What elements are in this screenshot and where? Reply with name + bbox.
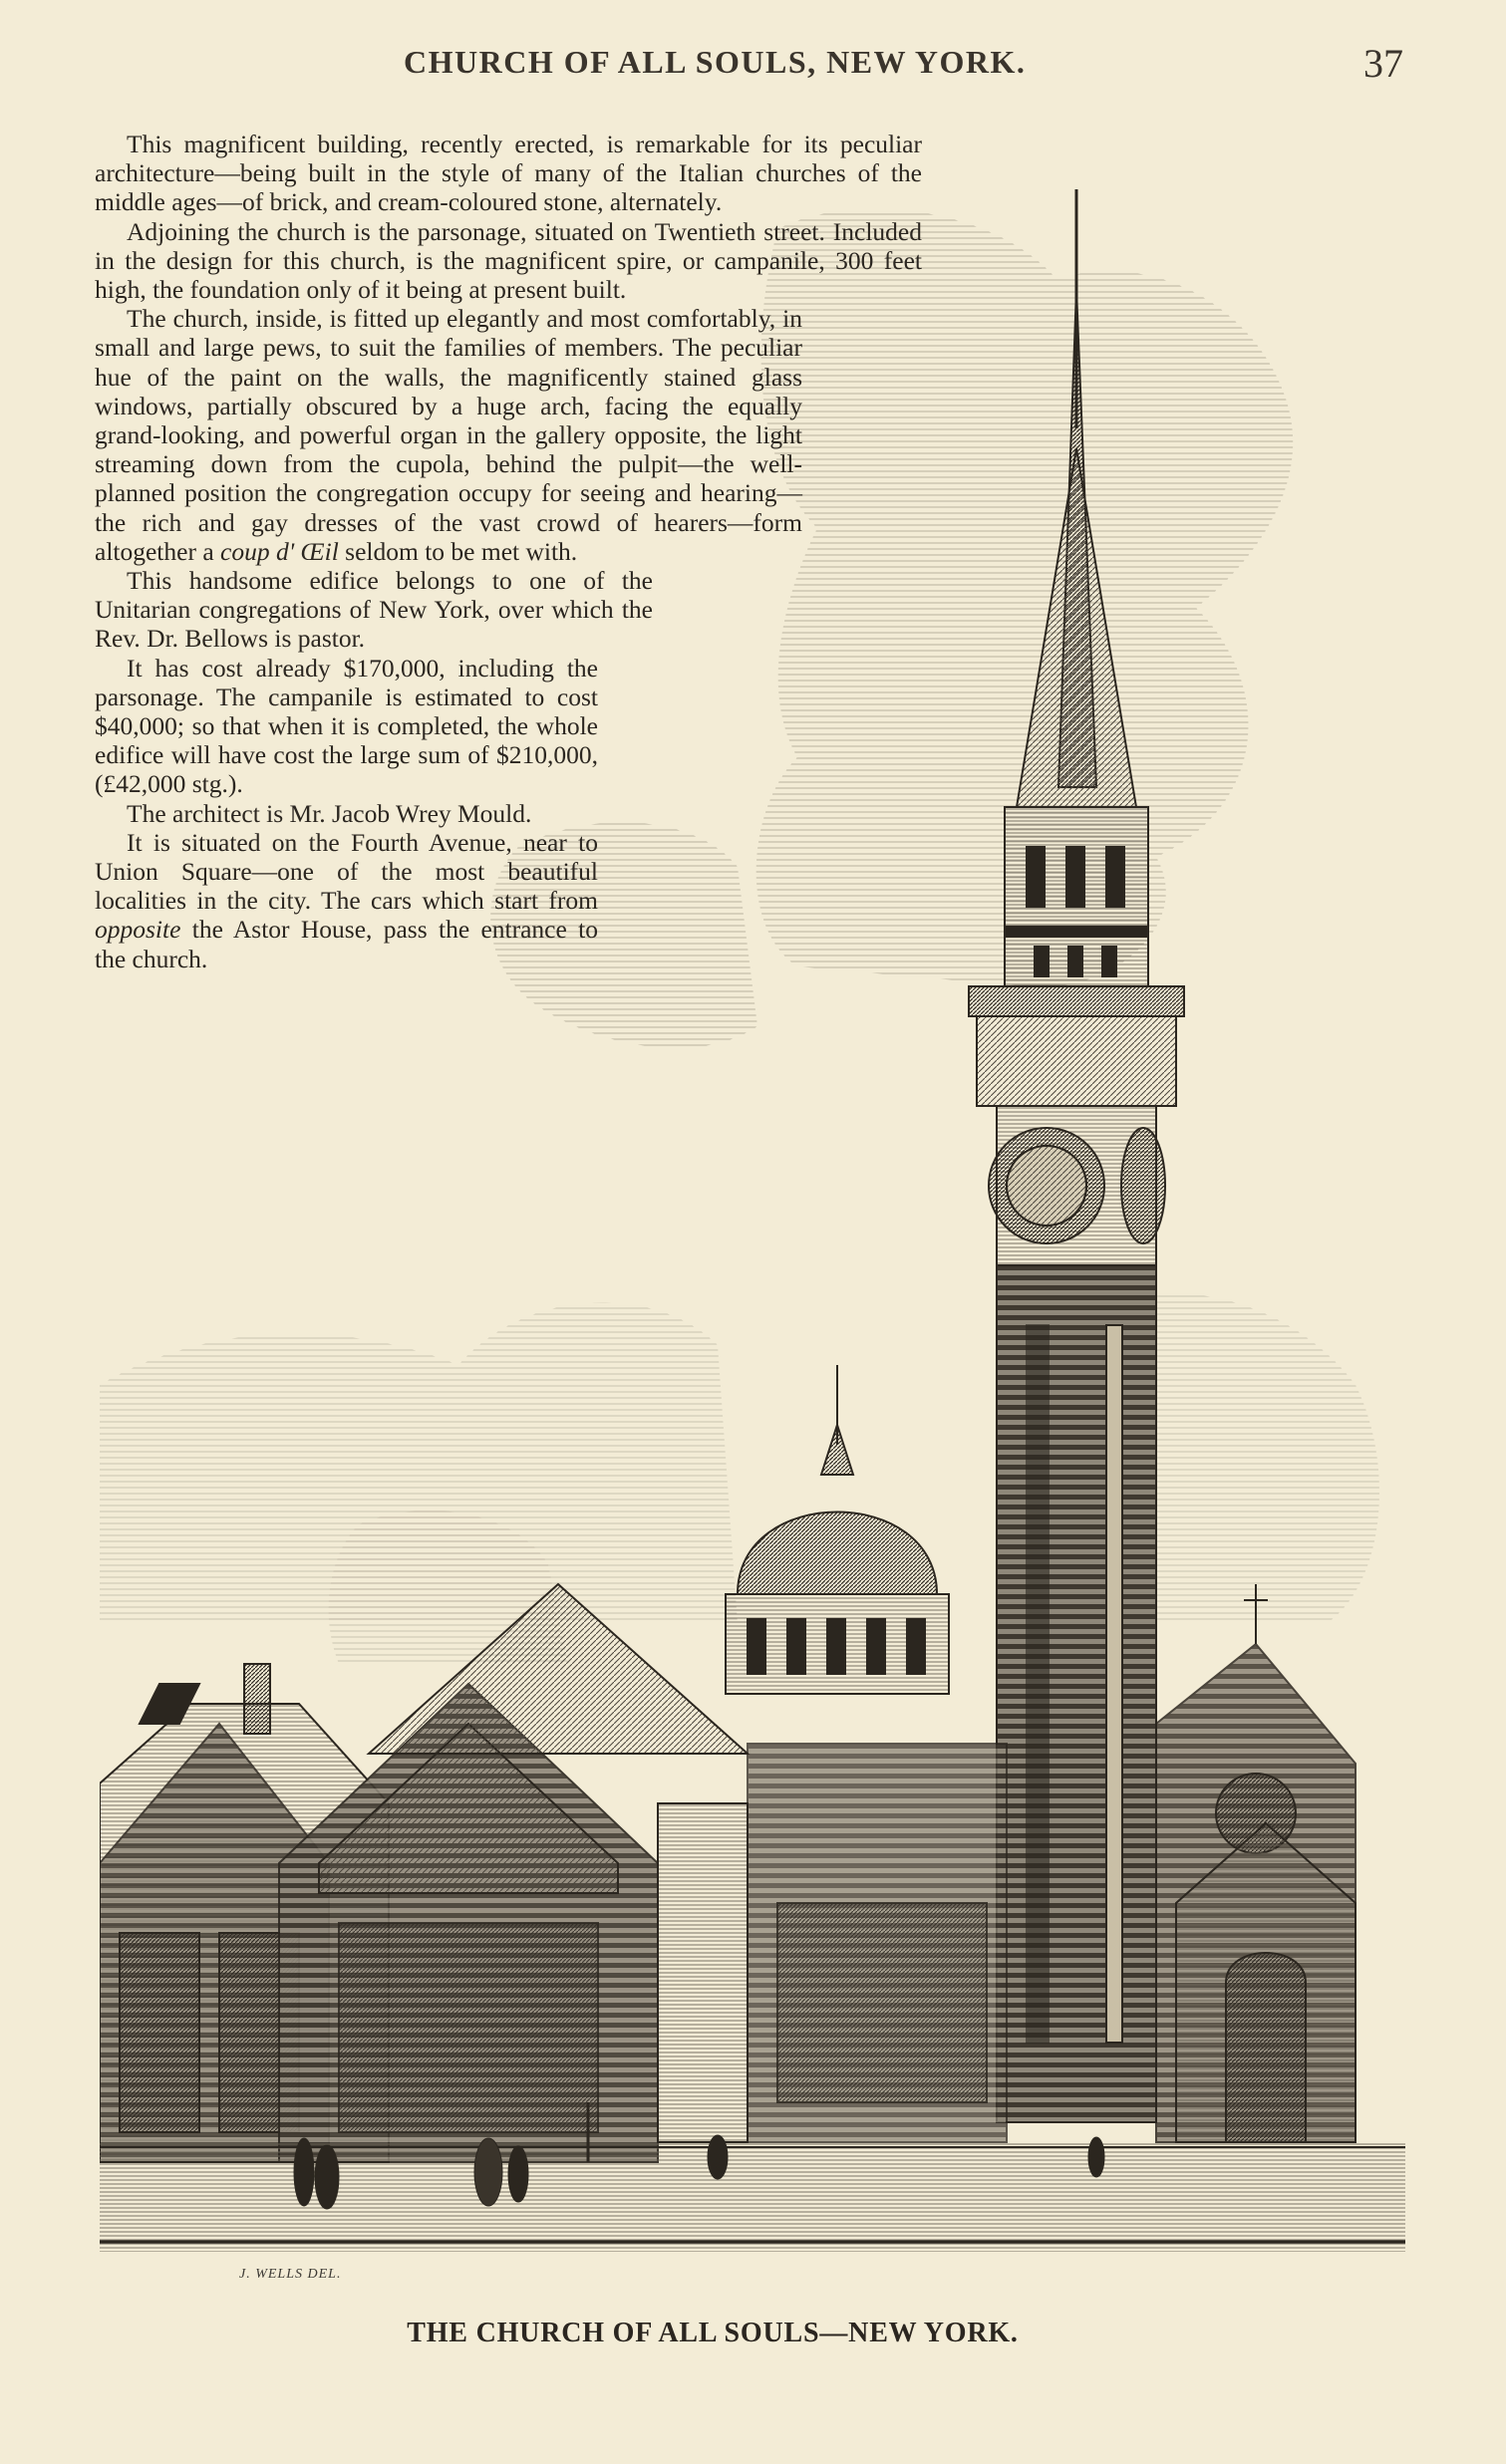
italic-phrase: coup d' Œil (220, 536, 339, 566)
italic-word: opposite (95, 915, 181, 945)
paragraph: This magnificent building, recently erected, is remarkable for its peculiar architecture—being built in the style of many of the Italian churches of the middle ages—of brick, and cream-coloured stone, alternately. (95, 130, 922, 217)
paragraph-text: the Astor House, pass the entrance to the church. (95, 915, 598, 973)
engraver-signature: J. WELLS DEL. (239, 2267, 342, 2282)
page-number: 37 (1363, 41, 1403, 86)
paragraph-text: The church, inside, is fitted up elegantly and most comfortably, in small and large pews, to suit the families of members. The peculiar hue of the paint on the walls, the magnificently stained glass windows, partially obscured by a huge arch, facing the equally grand-looking, and powerful organ in the gallery opposite, the light streaming down from the cupola, behind the pulpit—the well-planned position the congregation occupy for seeing and hearing—the rich and gay dresses of the vast crowd of hearers—form altogether a (95, 304, 802, 566)
paragraph-text: It is situated on the Fourth Avenue, near to Union Square—one of the most beautiful localities in the city. The cars which start from (95, 827, 598, 916)
paragraph: Adjoining the church is the parsonage, situated on Twentieth street. Included in the design for this church, is the magnificent spire, or campanile, 300 feet high, the foundation only of it being at present built. (95, 216, 922, 305)
paragraph (95, 828, 598, 973)
paragraph-text: seldom to be met with. (345, 536, 578, 566)
paragraph: The architect is Mr. Jacob Wrey Mould. (127, 798, 532, 828)
running-head: CHURCH OF ALL SOULS, NEW YORK. (404, 44, 1027, 80)
dome (726, 1365, 949, 1694)
paragraph: It has cost already $170,000, including the parsonage. The campanile is estimated to cost $40,000; so that when it is completed, the whole edifice will have cost the large sum of $210,000, (£42,000 stg.). (95, 653, 598, 799)
article-text (95, 130, 922, 973)
figure-caption: THE CHURCH OF ALL SOULS—NEW YORK. (407, 2318, 1019, 2348)
paragraph (95, 304, 802, 566)
paragraph: This handsome edifice belongs to one of the Unitarian congregations of New York, over which the Rev. Dr. Bellows is pastor. (95, 566, 653, 654)
